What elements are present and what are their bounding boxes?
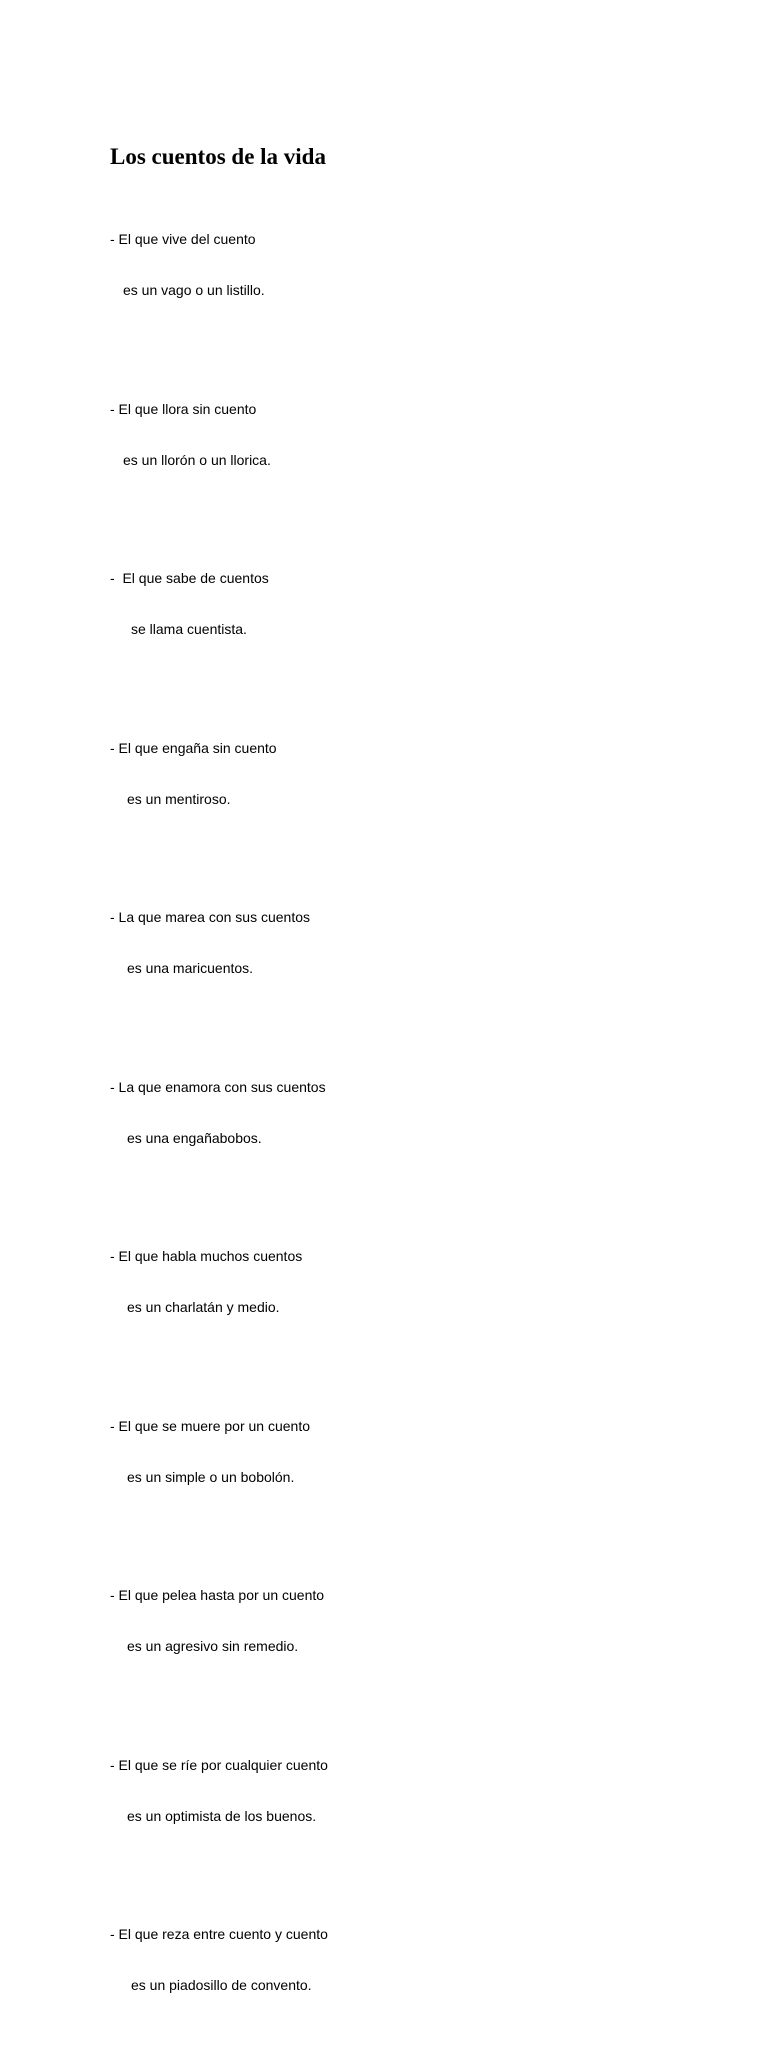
stanza bbox=[110, 875, 710, 1011]
stanza-line: - El que habla muchos cuentos bbox=[110, 1248, 303, 1264]
stanza bbox=[110, 1553, 710, 1689]
stanza-line: - El que se ríe por cualquier cuento bbox=[110, 1756, 328, 1773]
stanza-line-indented: es un llorón o un llorica. bbox=[123, 451, 271, 468]
stanza-line-indented: es un charlatán y medio. bbox=[127, 1299, 280, 1315]
stanza bbox=[110, 367, 710, 503]
stanza bbox=[110, 1723, 710, 1859]
stanza-line-indented: es una engañabobos. bbox=[127, 1129, 262, 1146]
stanza-line-indented: es un simple o un bobolón. bbox=[127, 1468, 295, 1485]
stanza-line: - El que llora sin cuento bbox=[110, 400, 257, 417]
stanza-line: - El que engaña sin cuento bbox=[110, 739, 277, 756]
document-title: Los cuentos de la vida bbox=[110, 144, 326, 169]
stanza-line-indented: es una maricuentos. bbox=[127, 960, 254, 976]
stanza bbox=[110, 1384, 710, 1520]
stanza-line-indented: es un agresivo sin remedio. bbox=[127, 1638, 299, 1654]
stanza bbox=[110, 1892, 710, 2028]
stanza-line-indented: se llama cuentista. bbox=[131, 621, 247, 637]
stanza-line: - El que se muere por un cuento bbox=[110, 1417, 311, 1434]
stanza bbox=[110, 1045, 710, 1181]
stanza bbox=[110, 1214, 710, 1350]
stanza-line-indented: es un vago o un listillo. bbox=[123, 282, 265, 298]
stanza-line: - El que vive del cuento bbox=[110, 231, 256, 247]
stanza-line: - El que pelea hasta por un cuento bbox=[110, 1587, 325, 1603]
stanza-line: - La que enamora con sus cuentos bbox=[110, 1078, 326, 1095]
stanza-line: - La que marea con sus cuentos bbox=[110, 909, 311, 925]
stanza bbox=[110, 197, 710, 333]
stanza-line-indented: es un mentiroso. bbox=[127, 790, 231, 807]
stanza bbox=[110, 706, 710, 842]
stanza-line: - El que sabe de cuentos bbox=[110, 570, 269, 586]
stanza-line: - El que reza entre cuento y cuento bbox=[110, 1926, 328, 1942]
poem-body bbox=[110, 197, 710, 2048]
stanza-line-indented: es un piadosillo de convento. bbox=[131, 1977, 312, 1993]
stanza bbox=[110, 536, 710, 672]
stanza-line-indented: es un optimista de los buenos. bbox=[127, 1807, 317, 1824]
